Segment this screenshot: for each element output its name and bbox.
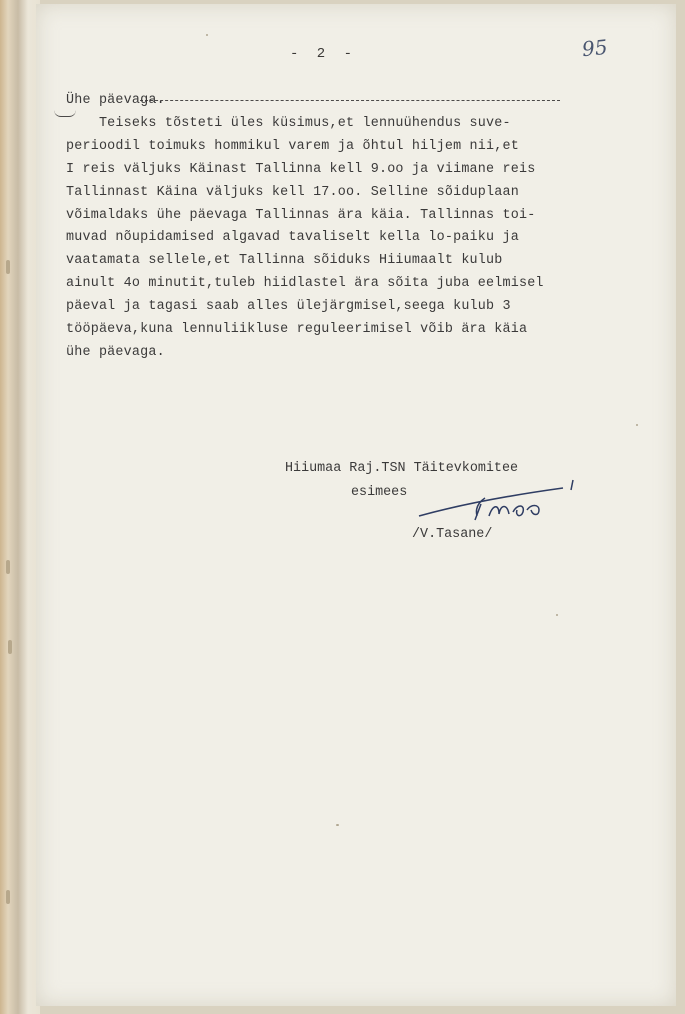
body-line: tööpäeva,kuna lennuliikluse reguleerimisel võib ära käia [66,322,528,338]
body-line: Ühe päevaga. [66,93,165,108]
archive-folio-number: 95 [580,34,609,62]
binding-hole [6,260,10,274]
body-line: võimaldaks ühe päevaga Tallinnas ära käia. Tallinnas toi- [66,207,536,223]
signatory-role: esimees [351,485,408,500]
binding-hole [6,560,10,574]
body-line: I reis väljuks Käinast Tallinna kell 9.oo ja viimane reis [66,161,536,177]
binding-hole [8,640,12,654]
signatory-name: /V.Tasane/ [412,527,493,542]
letter-body [66,90,626,365]
body-line: muvad nõupidamised algavad tavaliselt kella lo-paiku ja [66,230,519,246]
handwritten-signature [415,476,585,524]
binding-edge [0,0,40,1014]
body-line: vaatamata sellele,et Tallinna sõiduks Hiiumaalt kulub [66,253,503,269]
page-number: - 2 - [290,46,358,62]
body-line: Teiseks tõsteti üles küsimus,et lennuühendus suve- [66,115,511,131]
body-line: perioodil toimuks hommikul varem ja õhtul hiljem nii,et [66,138,519,154]
body-line: ühe päevaga. [66,344,165,360]
body-line: Tallinnast Käina väljuks kell 17.oo. Selline sõiduplaan [66,184,519,200]
binding-hole [6,890,10,904]
body-line: ainult 4o minutit,tuleb hiidlastel ära sõita juba eelmisel [66,276,544,292]
body-line: päeval ja tagasi saab alles ülejärgmisel,seega kulub 3 [66,299,511,315]
signatory-organization: Hiiumaa Raj.TSN Täitevkomitee [285,461,519,476]
